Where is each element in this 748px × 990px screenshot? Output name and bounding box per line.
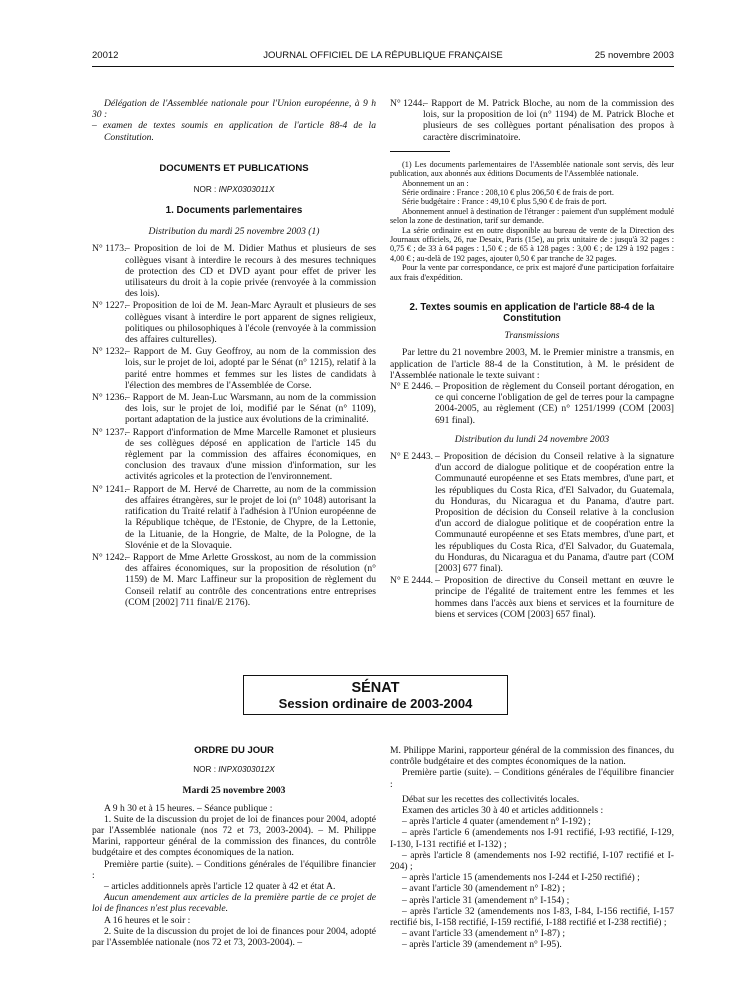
footnote-price: Série budgétaire : France : 49,10 € plus 5,90 € de frais de port. [402,197,607,207]
header-rule [92,66,674,67]
delegation-item: – examen de textes soumis en application de l'article 88-4 de la Constitution. [92,120,376,143]
document-entry: N° 1241. – Rapport de M. Hervé de Charrette, au nom de la commission des affaires étrangères, sur le projet de loi (n° 1048) autorisant la ratification du Traité relatif à l'adhésion à l'Union européenne de la République tchèque, de l'Estonie, de Chypre, de la Lettonie, de la Lituanie, de la Hongrie, de Malte, de la Pologne, de la Slovénie et de la Slovaquie. [92,483,376,551]
agenda-line: A 9 h 30 et à 15 heures. – Séance publique : [104,802,273,814]
distribution-date: Distribution du lundi 24 novembre 2003 [454,433,610,445]
document-entry: N° E 2444. – Proposition de directive du Conseil mettant en œuvre le principe de l'égalité de traitement entre les femmes et les hommes dans l'accès aux biens et services et la fourniture de biens et services (COM [2003] 657 final). [390,575,674,620]
subsection-title-documents: 1. Documents parlementaires [165,205,303,217]
journal-title: JOURNAL OFFICIEL DE LA RÉPUBLIQUE FRANÇAISE [263,50,503,61]
agenda-item: – après l'article 4 quater (amendement n° I-192) ; [402,816,591,828]
agenda-line: 1. Suite de la discussion du projet de loi de finances pour 2004, adopté par l'Assemblée nationale (nos 72 et 73, 2003-2004). – M. Philippe Marini, rapporteur général de la commission des finances, du contrôle budgétaire et des comptes économiques de la nation. [92,813,376,859]
nor-reference: NOR : INPX0303011X [193,185,275,195]
delegation-heading: Délégation de l'Assemblée nationale pour l'Union européenne, à 9 h 30 : [92,98,376,121]
footnote-text: (1) Les documents parlementaires de l'Assemblée nationale sont servis, dès leur publication, aux abonnés aux éditions Documents de l'Assemblée nationale. [390,159,674,179]
transmissions-heading: Transmissions [504,330,560,342]
document-entry: N° 1227. – Proposition de loi de M. Jean-Marc Ayrault et plusieurs de ses collègues visant à interdire le port apparent de signes religieux, politiques ou philosophiques à l'école (renvoyée à la commission des affaires culturelles). [92,300,376,346]
document-entry: N° E 2446. – Proposition de règlement du Conseil portant dérogation, en ce qui concerne l'obligation de gel de terres pour la campagne 2004-2005, au règlement (CE) n° 1251/1999 (COM [2003] 691 final). [390,380,674,426]
footnote-text: La série ordinaire est en outre disponible au bureau de vente de la Direction des Journaux officiels, 26, rue Desaix, Paris (15e), au prix unitaire de : jusqu'à 32 pages : 0,75 € ; de 33 à 64 pages : 1,50 € ; de 65 à 128 pages : 3,00 € ; de 129 à 192 pages : 4,00 € ; au-delà de 192 pages, ajouter 0,50 € par tranche de 32 pages. [390,225,674,263]
right-column-bottom [390,745,674,951]
senat-session: Session ordinaire de 2003-2004 [278,696,473,711]
agenda-line: M. Philippe Marini, rapporteur général de la commission des finances, du contrôle budgétaire et des comptes économiques de la nation. [390,745,674,768]
footnote-text: Abonnement annuel à destination de l'étranger : paiement d'un supplément modulé selon la zone de destination, tarif sur demande. [390,206,674,226]
agenda-item: – après l'article 39 (amendement n° I-95). [402,939,562,951]
footnote-price: Série ordinaire : France : 208,10 € plus 206,50 € de frais de port. [402,188,614,198]
page-number: 20012 [92,50,119,61]
left-column-bottom [92,745,376,948]
document-entry: N° 1232. – Rapport de M. Guy Geoffroy, au nom de la commission des lois, sur le projet de loi, adopté par le Sénat (n° 1215), relatif à la parité entre hommes et femmes sur les listes de candidats à l'élection des membres de l'Assemblée de Corse. [92,346,376,391]
agenda-item: – après l'article 6 (amendements nos I-91 rectifié, I-93 rectifié, I-129, I-130, I-131 rectifié et I-132) ; [390,827,674,850]
document-entry: N° 1237. – Rapport d'information de Mme Marcelle Ramonet et plusieurs de ses collègues déposé en application de l'article 145 du règlement par la commission des affaires économiques, en conclusion des travaux d'une mission d'information, sur les activités agricoles et la protection de l'environnement. [92,426,376,483]
document-entry: N° 1236. – Rapport de M. Jean-Luc Warsmann, au nom de la commission des lois, sur le projet de loi, modifié par le Sénat (n° 1109), portant adaptation de la justice aux évolutions de la criminalité. [92,392,376,426]
agenda-item: – après l'article 8 (amendements nos I-92 rectifié, I-107 rectifié et I-204) ; [390,849,674,873]
agenda-line: Première partie (suite). – Conditions générales de l'équilibre financier : [390,767,674,790]
agenda-line: A 16 heures et le soir : [104,914,191,926]
footnote-rule [390,151,450,152]
agenda-line: Examen des articles 30 à 40 et articles additionnels : [402,805,604,817]
footnote-text: Pour la vente par correspondance, ce prix est majoré d'une participation forfaitaire aux frais d'expédition. [390,263,674,282]
agenda-item: – après l'article 32 (amendements nos I-83, I-84, I-156 rectifié, I-157 rectifié bis, I-158 rectifié, I-159 rectifié, I-188 rectifié et I-238 rectifié) ; [390,905,674,929]
day-title: Mardi 25 novembre 2003 [182,785,286,797]
section-title-documents: DOCUMENTS ET PUBLICATIONS [159,162,309,174]
left-column-top [92,98,376,609]
page-header [92,50,674,66]
agenda-line: Première partie (suite). – Conditions générales de l'équilibre financier : [92,858,376,881]
subsection-title-textes: 2. Textes soumis en application de l'article 88-4 de la Constitution [409,302,655,325]
section-title-ordre: ORDRE DU JOUR [194,745,274,756]
senat-title: SÉNAT [351,680,400,696]
distribution-date: Distribution du mardi 25 novembre 2003 (1) [148,226,320,238]
agenda-line: 2. Suite de la discussion du projet de loi de finances pour 2004, adopté par l'Assemblée nationale (nos 72 et 73, 2003-2004). – [92,925,376,949]
agenda-line: – articles additionnels après l'article 12 quater à 42 et état A. [104,881,336,893]
agenda-item: – avant l'article 30 (amendement n° I-82) ; [402,883,566,895]
transmission-text: Par lettre du 21 novembre 2003, M. le Premier ministre a transmis, en application de l'article 88-4 de la Constitution, à M. le président de l'Assemblée nationale le texte suivant : [390,347,674,381]
document-entry: N° 1242. – Rapport de Mme Arlette Grosskost, au nom de la commission des affaires économiques, sur la proposition de résolution (n° 1159) de M. Marc Laffineur sur la proposition de règlement du Conseil relatif au contrôle des concentrations entre entreprises (COM [2002] 711 final/E 2176). [92,551,376,608]
footnote-text: Abonnement un an : [402,178,469,188]
document-entry: N° 1173. – Proposition de loi de M. Didier Mathus et plusieurs de ses collègues visant à interdire le recours à des mesures techniques de protection des CD et DVD ayant pour effet de priver les utilisateurs du droit à la copie privée (renvoyée à la commission des lois). [92,243,376,300]
agenda-item: – après l'article 15 (amendements nos I-244 et I-250 rectifié) ; [402,872,640,884]
document-entry: N° 1244. – Rapport de M. Patrick Bloche, au nom de la commission des lois, sur la proposition de loi (n° 1194) de M. Patrick Bloche et plusieurs de ses collègues portant pénalisation des propos à caractère discriminatoire. [390,98,674,143]
document-entry: N° E 2443. – Proposition de décision du Conseil relative à la signature d'un accord de dialogue politique et de coopération entre la Communauté européenne et ses Etats membres, d'une part, et les républiques du Costa Rica, d'El Salvador, du Guatemala, du Honduras, du Nicaragua et du Panama, d'autre part. Proposition de décision du Conseil relative à la conclusion d'un accord de dialogue politique et de coopération entre la Communauté européenne et ses Etats membres, d'une part, et les républiques du Costa Rica, d'El Salvador, du Guatemala, du Honduras, du Nicaragua et du Panama, d'autre part (COM [2003] 677 final). [390,450,674,574]
nor-reference: NOR : INPX0303012X [193,765,275,775]
agenda-item: – avant l'article 33 (amendement n° I-87) ; [402,928,566,940]
agenda-item: – après l'article 31 (amendement n° I-154) ; [402,894,570,906]
header-date: 25 novembre 2003 [594,50,674,61]
senat-banner [243,675,508,715]
agenda-note: Aucun amendement aux articles de la première partie de ce projet de loi de finances n'est plus recevable. [92,892,376,915]
agenda-line: Débat sur les recettes des collectivités locales. [402,793,580,805]
right-column-top [390,98,674,621]
